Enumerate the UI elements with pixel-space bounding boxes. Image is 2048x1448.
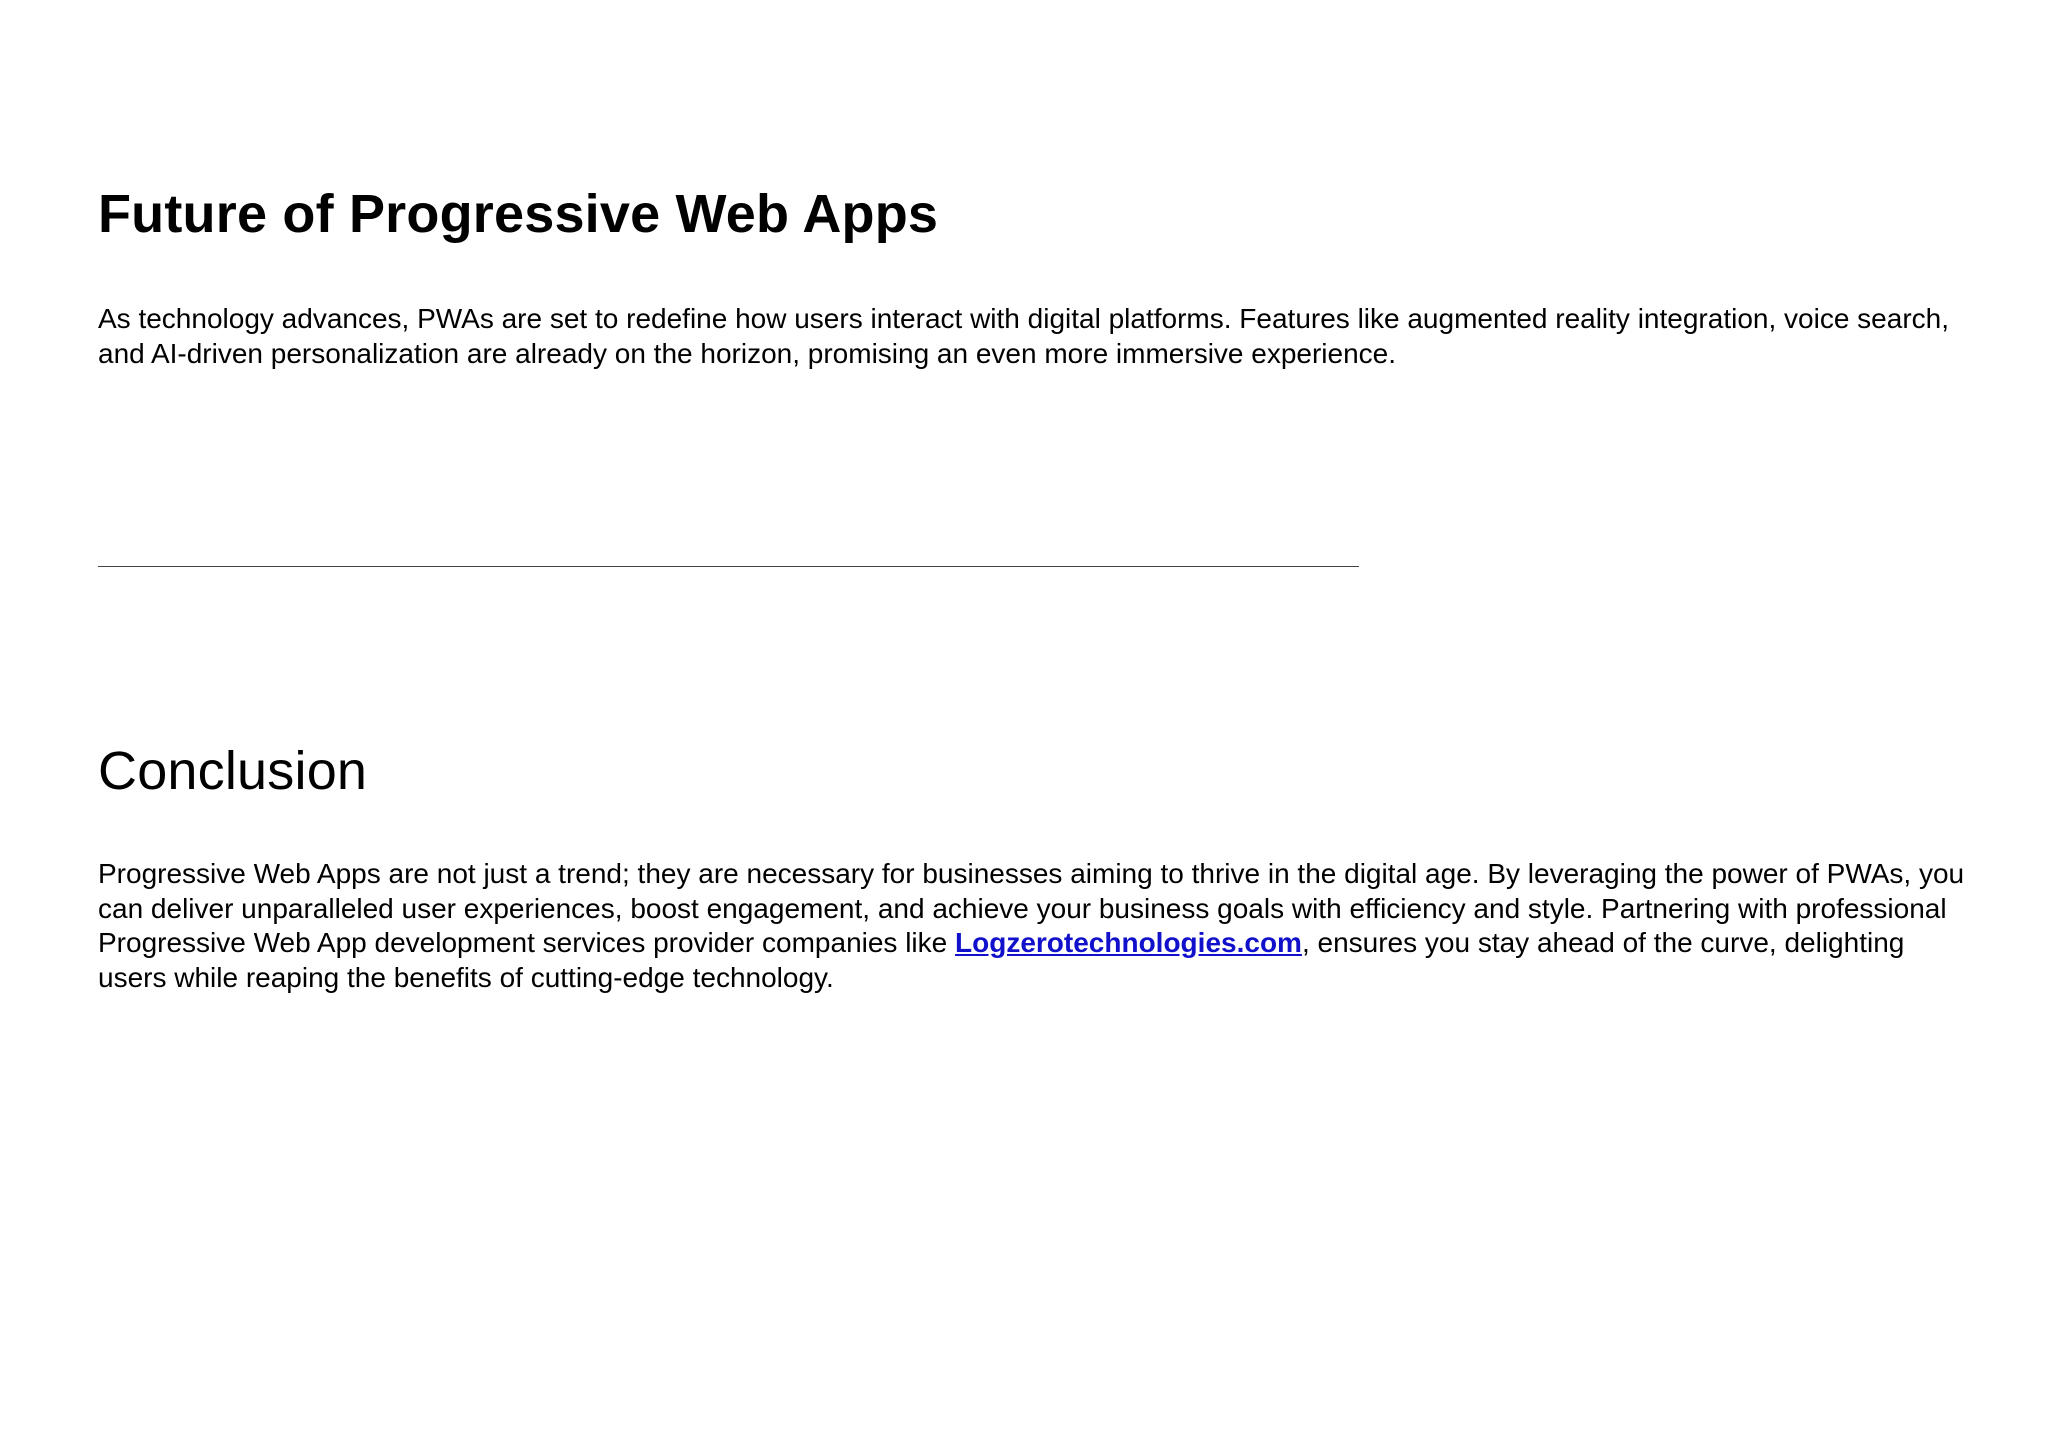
conclusion-section-paragraph bbox=[98, 857, 1978, 995]
conclusion-text-after-link: , ensures you stay ahead of the curve, delighting users while reaping the benefits of cutting-edge technology. bbox=[98, 927, 1905, 993]
future-section-heading: Future of Progressive Web Apps bbox=[98, 184, 939, 244]
conclusion-text-before-link: Progressive Web Apps are not just a trend; they are necessary for businesses aiming to thrive in the digital age. By leveraging the power of PWAs, you can deliver unparalleled user experiences, boost engagement, and achieve your business goals with efficiency and style. Partnering with professional Progressive Web App development services provider companies like bbox=[98, 858, 1965, 958]
conclusion-section-heading: Conclusion bbox=[98, 741, 368, 801]
document-page bbox=[98, 0, 1978, 1448]
section-divider bbox=[98, 566, 1359, 567]
logzerotechnologies-link[interactable]: Logzerotechnologies.com bbox=[955, 927, 1302, 958]
future-section-paragraph: As technology advances, PWAs are set to redefine how users interact with digital platforms. Features like augmented reality integration, voice search, and AI-driven personalization are already on the horizon, promising an even more immersive experience. bbox=[98, 303, 1949, 369]
